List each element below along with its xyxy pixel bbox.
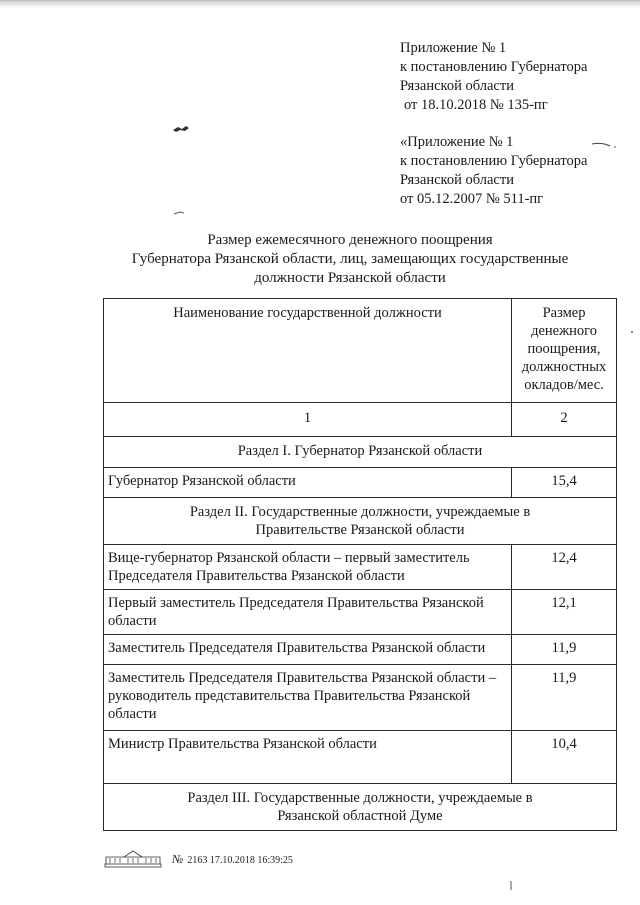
position-name: Заместитель Председателя Правительства Рязанской области [104,635,512,665]
appendix-line: Рязанской области [400,172,514,188]
section-title-line: Раздел II. Государственные должности, учреждаемые в [189,504,531,520]
document-title [90,231,610,288]
table-row [104,731,617,784]
title-line: Размер ежемесячного денежного поощрения [207,232,493,248]
appendix-line: к постановлению Губернатора [400,59,588,75]
header-value-line: должностных [521,359,607,375]
section-title-line: Раздел I. Губернатор Рязанской области [237,443,483,459]
appendix-line: Приложение № 1 [400,40,507,56]
title-line: должности Рязанской области [254,270,446,286]
header-value-line: денежного [531,323,597,339]
column-number-row [104,403,617,437]
section-row [104,498,617,545]
position-name: Заместитель Председателя Правительства Рязанской области – руководитель представительства Правительства Рязанской области [104,665,512,731]
column-header-value [512,299,617,403]
table-header-row [104,299,617,403]
header-value-line: окладов/мес. [524,377,604,393]
government-building-icon [104,848,162,868]
position-value: 11,9 [512,635,617,665]
appendix-line: Рязанской области [400,78,514,94]
section-title-line: Правительстве Рязанской области [255,522,465,538]
footer-registration [104,848,364,870]
column-number: 2 [512,403,617,437]
positions-table [103,298,617,831]
header-value-line: Размер [542,305,586,321]
position-value: 10,4 [512,731,617,784]
table-row [104,468,617,498]
appendix-header-original [400,133,587,209]
position-name: Вице-губернатор Рязанской области – первый заместитель Председателя Правительства Рязанской области [104,545,512,590]
position-name: Министр Правительства Рязанской области [104,731,512,784]
section-title-line: Рязанской областной Думе [277,808,443,824]
column-header-name: Наименование государственной должности [104,299,512,403]
table-row [104,545,617,590]
scan-speck [172,124,190,134]
registration-stamp [172,852,293,867]
scan-speck [508,880,514,892]
appendix-line: от 05.12.2007 № 511-пг [400,191,544,207]
scan-speck [590,140,620,150]
appendix-line: к постановлению Губернатора [400,153,588,169]
appendix-line: от 18.10.2018 № 135-пг [404,97,548,113]
title-line: Губернатора Рязанской области, лиц, замещающих государственные [131,251,569,267]
position-value: 15,4 [512,468,617,498]
section-title [104,784,617,831]
table-row [104,665,617,731]
section-row [104,784,617,831]
table-row [104,635,617,665]
position-value: 12,4 [512,545,617,590]
scan-speck [172,205,186,217]
appendix-header-current [400,39,587,115]
section-title [104,437,617,468]
registration-stamp-text: 2163 17.10.2018 16:39:25 [187,855,293,866]
scan-edge-shadow [0,0,640,8]
header-value-line: поощрения, [527,341,601,357]
position-value: 11,9 [512,665,617,731]
table-row [104,590,617,635]
appendix-line: «Приложение № 1 [400,134,514,150]
section-title [104,498,617,545]
column-number: 1 [104,403,512,437]
position-name: Губернатор Рязанской области [104,468,512,498]
scan-speck [628,328,636,336]
position-value: 12,1 [512,590,617,635]
section-row [104,437,617,468]
section-title-line: Раздел III. Государственные должности, учреждаемые в [187,790,533,806]
registration-mark: № [172,852,184,866]
position-name: Первый заместитель Председателя Правительства Рязанской области [104,590,512,635]
